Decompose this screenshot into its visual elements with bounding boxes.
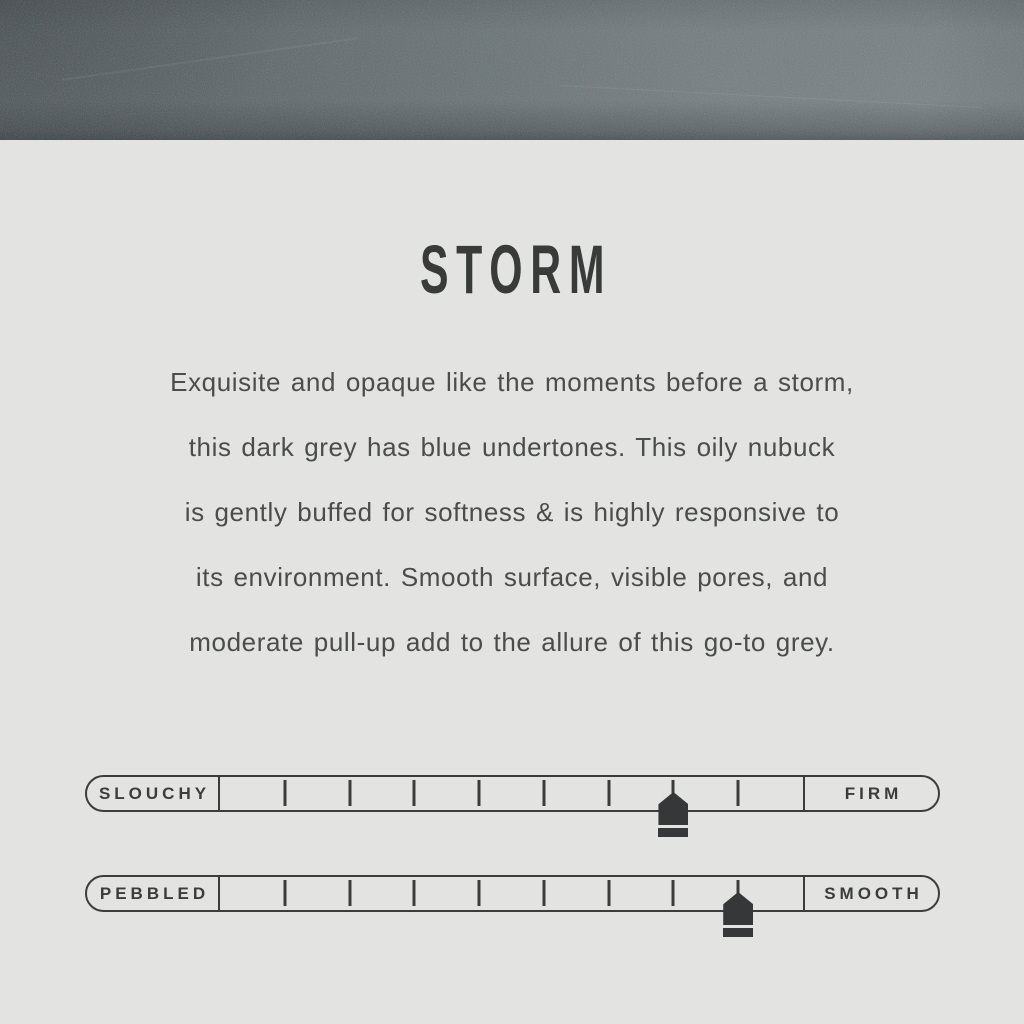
marker-nib bbox=[723, 892, 753, 925]
scale-left-label: SLOUCHY bbox=[87, 777, 220, 810]
description-line: is gently buffed for softness & is highly responsive to bbox=[184, 497, 840, 527]
scale-tick bbox=[607, 780, 610, 806]
marker-bar bbox=[723, 928, 753, 937]
scale-tick bbox=[413, 780, 416, 806]
scale-tick bbox=[413, 880, 416, 906]
scale-right-label: FIRM bbox=[803, 777, 938, 810]
scale-track bbox=[220, 877, 803, 910]
scale-tick bbox=[348, 780, 351, 806]
scale-tick bbox=[542, 780, 545, 806]
scale-tick bbox=[283, 880, 286, 906]
scale-tick bbox=[283, 780, 286, 806]
scale-tick bbox=[672, 880, 675, 906]
scale-tick bbox=[348, 880, 351, 906]
leather-grain-texture bbox=[0, 0, 1024, 140]
title-wrap bbox=[0, 231, 1024, 308]
texture-scale bbox=[85, 875, 940, 912]
scale-tick bbox=[478, 880, 481, 906]
marker-bar bbox=[658, 828, 688, 837]
scale-tick bbox=[737, 780, 740, 806]
drape-scale bbox=[85, 775, 940, 812]
color-description bbox=[100, 350, 924, 675]
scale-tick bbox=[478, 780, 481, 806]
description-line: its environment. Smooth surface, visible pores, and bbox=[195, 562, 829, 592]
scale-marker bbox=[658, 792, 688, 837]
scale-track bbox=[220, 777, 803, 810]
page-title: STORM bbox=[419, 231, 612, 308]
description-line: Exquisite and opaque like the moments before a storm, bbox=[170, 367, 854, 397]
marker-nib bbox=[658, 792, 688, 825]
description-line: this dark grey has blue undertones. This oily nubuck bbox=[188, 432, 836, 462]
scale-left-label: PEBBLED bbox=[87, 877, 220, 910]
scale-tick bbox=[607, 880, 610, 906]
storm-leather-swatch-image bbox=[0, 0, 1024, 140]
scale-right-label: SMOOTH bbox=[803, 877, 938, 910]
scale-marker bbox=[723, 892, 753, 937]
scale-tick bbox=[542, 880, 545, 906]
description-line: moderate pull-up add to the allure of this go-to grey. bbox=[189, 627, 835, 657]
